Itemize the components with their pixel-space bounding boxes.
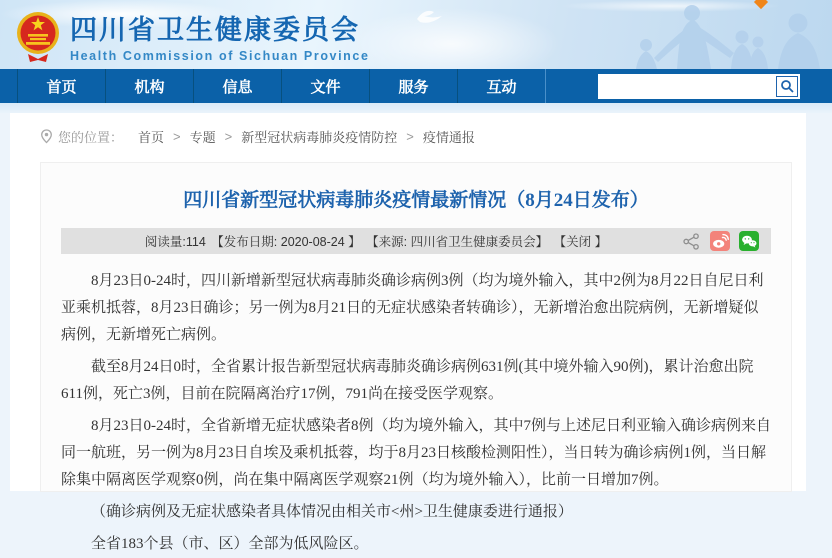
article-body bbox=[61, 268, 771, 558]
article-paragraph: 截至8月24日0时，全省累计报告新型冠状病毒肺炎确诊病例631例(其中境外输入90例)，累计治愈出院611例，死亡3例，目前在院隔离治疗17例，791尚在接受医学观察。 bbox=[61, 359, 754, 402]
breadcrumb-epidemic-control[interactable]: 新型冠状病毒肺炎疫情防控 bbox=[241, 130, 398, 145]
breadcrumb-separator: > bbox=[173, 129, 181, 144]
share-toolbar bbox=[681, 231, 759, 251]
view-count: 阅读量:114 bbox=[144, 235, 206, 249]
publish-date: 【发布日期: 2020-08-24 】 bbox=[211, 235, 361, 249]
weibo-icon bbox=[710, 231, 730, 251]
nav-item-info[interactable]: 信息 bbox=[193, 69, 282, 103]
close-link[interactable]: 【关闭 】 bbox=[553, 235, 608, 249]
article-panel bbox=[40, 162, 792, 552]
share-button[interactable] bbox=[681, 231, 701, 251]
breadcrumb-separator: > bbox=[406, 129, 414, 144]
search-icon bbox=[780, 79, 794, 93]
search-box bbox=[598, 74, 800, 99]
weibo-share-button[interactable] bbox=[710, 231, 730, 251]
nav-item-home[interactable]: 首页 bbox=[17, 69, 106, 103]
article-paragraph: （确诊病例及无症状感染者具体情况由相关市<州>卫生健康委进行通报） bbox=[91, 504, 573, 520]
wechat-share-button[interactable] bbox=[739, 231, 759, 251]
breadcrumb-label: 您的位置： bbox=[58, 130, 124, 145]
header-strip bbox=[0, 103, 832, 113]
site-title: 四川省卫生健康委员会 bbox=[70, 14, 360, 45]
article-meta-bar bbox=[61, 228, 771, 254]
article-meta-text bbox=[71, 232, 681, 250]
site-header bbox=[0, 0, 832, 69]
main-nav bbox=[0, 69, 832, 103]
search-input[interactable] bbox=[598, 74, 800, 99]
nav-item-orgs[interactable]: 机构 bbox=[105, 69, 194, 103]
share-icon bbox=[683, 233, 700, 250]
article-title: 四川省新型冠状病毒肺炎疫情最新情况（8月24日发布） bbox=[183, 190, 649, 211]
nav-item-files[interactable]: 文件 bbox=[281, 69, 370, 103]
site-brand bbox=[16, 7, 370, 63]
national-emblem-icon bbox=[16, 7, 60, 63]
breadcrumb bbox=[10, 113, 806, 156]
article-paragraph: 8月23日0-24时，全省新增无症状感染者8例（均为境外输入，其中7例与上述尼日利亚输入确诊病例来自同一航班，另一例为8月23日自埃及乘机抵蓉，均于8月23日核酸检测阳性），当日转为确诊病例1例，当日解除集中隔离医学观察0例，尚在集中隔离医学观察21例（均为境外输入），比前一日增加7例。 bbox=[61, 418, 771, 488]
content-wrapper bbox=[10, 113, 806, 552]
article-paragraph: 8月23日0-24时，四川新增新型冠状病毒肺炎确诊病例3例（均为境外输入，其中2例为8月22日自尼日利亚乘机抵蓉，8月23日确诊；另一例为8月21日的无症状感染者转确诊），无新增治愈出院病例，无新增疑似病例，无新增死亡病例。 bbox=[61, 273, 764, 343]
article-paragraph: 全省183个县（市、区）全部为低风险区。 bbox=[91, 536, 369, 552]
site-subtitle: Health Commission of Sichuan Province bbox=[70, 48, 370, 63]
breadcrumb-separator: > bbox=[224, 129, 233, 144]
nav-item-services[interactable]: 服务 bbox=[369, 69, 458, 103]
wechat-icon bbox=[739, 231, 759, 251]
search-button[interactable] bbox=[776, 76, 798, 97]
breadcrumb-topics[interactable]: 专题 bbox=[189, 130, 216, 145]
breadcrumb-home[interactable]: 首页 bbox=[138, 130, 165, 145]
breadcrumb-epidemic-report[interactable]: 疫情通报 bbox=[422, 130, 475, 145]
article-source: 【来源: 四川省卫生健康委员会】 bbox=[366, 235, 549, 249]
location-pin-icon bbox=[40, 129, 53, 144]
family-silhouette bbox=[582, 0, 832, 69]
dove-icon bbox=[415, 6, 449, 26]
nav-item-interaction[interactable]: 互动 bbox=[457, 69, 546, 103]
